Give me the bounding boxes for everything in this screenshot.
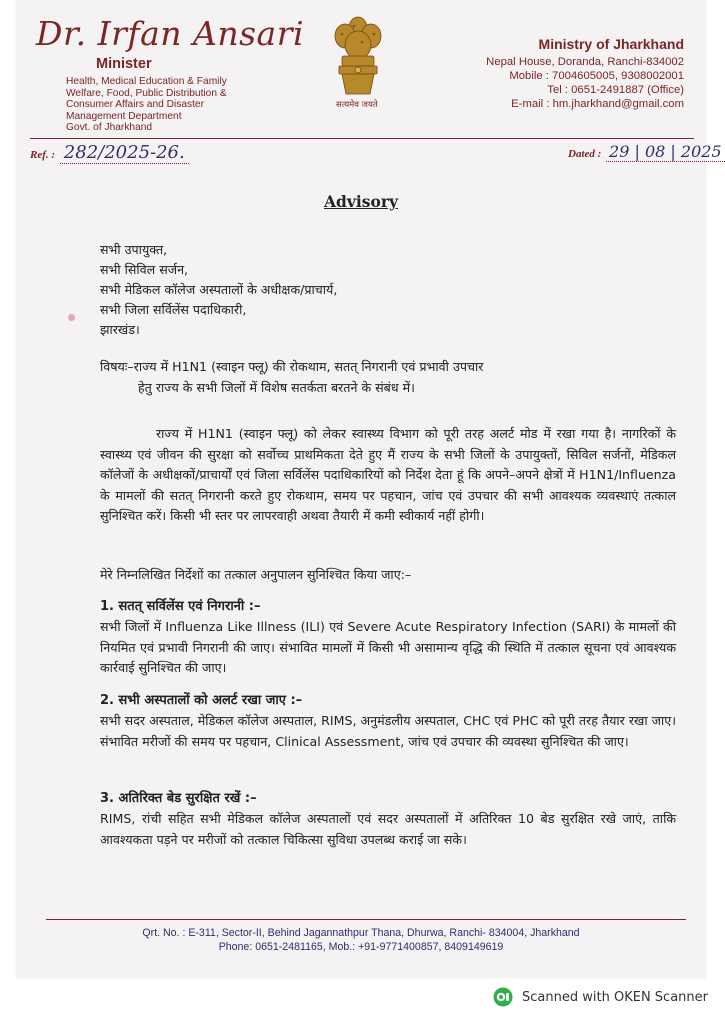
department-line: Health, Medical Education & Family [66, 76, 227, 87]
section-heading: 3. अतिरिक्त बेड सुरक्षित रखें :– [100, 791, 257, 806]
addressee-line: सभी सिविल सर्जन, [100, 262, 189, 277]
reference-field [30, 142, 189, 163]
department-line: Welfare, Food, Public Distribution & [66, 87, 227, 99]
footer-block [16, 926, 706, 954]
addressee-line: झारखंड। [100, 322, 140, 337]
subject-line: हेतु राज्य के सभी जिलों में विशेष सतर्कता बरतने के संबंध में। [138, 380, 415, 395]
oken-scanner-icon [492, 986, 514, 1008]
ministry-email: E-mail : hm.jharkhand@gmail.com [511, 98, 684, 110]
department-line: Govt. of Jharkhand [66, 122, 153, 134]
section-heading: 1. सतत् सर्विलेंस एवं निगरानी :– [100, 599, 261, 614]
addressee-list [100, 240, 337, 340]
stray-mark [68, 314, 75, 321]
section-heading: 2. सभी अस्पतालों को अलर्ट रखा जाए :– [100, 693, 303, 708]
reference-label: Ref. : [30, 149, 56, 161]
minister-title: Minister [96, 56, 152, 72]
addressee-line: सभी जिला सर्विलेंस पदाधिकारी, [100, 302, 247, 317]
header-divider [30, 138, 694, 139]
ministry-contact-block [486, 36, 684, 111]
directives-intro: मेरे निम्नलिखित निर्देशों का तत्काल अनुपालन सुनिश्चित किया जाए:– [100, 567, 412, 582]
letter-page [16, 0, 722, 978]
date-field [568, 142, 725, 161]
subject-block [100, 356, 680, 398]
ministry-address: Nepal House, Doranda, Ranchi-834002 [486, 56, 684, 68]
document-title: Advisory [324, 192, 398, 211]
footer-divider [46, 919, 686, 920]
scanner-watermark [492, 986, 708, 1008]
ministry-name: Ministry of Jharkhand [538, 36, 684, 52]
department-line: Management Department [66, 110, 182, 122]
section-body: RIMS, रांची सहित सभी मेडिकल कॉलेज अस्पतालों एवं सदर अस्पतालों में अतिरिक्त 10 बेड सुरक्षित रखे जाएं, ताकि आवश्यकता पड़ने पर मरीजों को तत्काल चिकित्सा सुविधा उपलब्ध कराई जा सके। [100, 811, 676, 847]
footer-address: Qrt. No. : E-311, Sector-II, Behind Jagannathpur Thana, Dhurwa, Ranchi- 834004, Jharkhand [142, 927, 580, 939]
addressee-line: सभी उपायुक्त, [100, 242, 168, 257]
footer-phone: Phone: 0651-2481165, Mob.: +91-9771400857, 8409149619 [218, 941, 504, 953]
reference-number: 282/2025-26. [60, 142, 189, 164]
scanner-watermark-text: Scanned with OKEN Scanner [522, 989, 708, 1005]
subject-line: विषयः–राज्य में H1N1 (स्वाइन फ्लू) की रोकथाम, सतत् निगरानी एवं प्रभावी उपचार [100, 359, 484, 374]
minister-signature-name: Dr. Irfan Ansari [36, 14, 305, 53]
section-body: सभी जिलों में Influenza Like Illness (ILI) एवं Severe Acute Respiratory Infection (SARI) के मामलों की नियमित एवं प्रभावी निगरानी की जाए। संभावित मामलों में किसी भी असामान्य वृद्धि की स्थिति में तत्काल सूचना एवं आवश्यक कार्रवाई सुनिश्चित की जाए। [100, 619, 676, 675]
date-label: Dated : [568, 148, 602, 160]
department-line: Consumer Affairs and Disaster [66, 99, 204, 111]
ashoka-emblem-icon [328, 12, 388, 112]
body-paragraph: राज्य में H1N1 (स्वाइन फ्लू) को लेकर स्वास्थ्य विभाग को पूरी तरह अलर्ट मोड में रखा गया है। नागरिकों के स्वास्थ्य एवं जीवन की सुरक्षा को सर्वोच्च प्राथमिकता देते हुए मैं राज्य के सभी जिलों के उपायुक्तों, सिविल सर्जनों, मेडिकल कॉलेजों के अधीक्षकों/प्राचार्यों एवं जिला सर्विलेंस पदाधिकारियों को निर्देश देता हूं कि अपने–अपने क्षेत्रों में H1N1/Influenza के मामलों की सतत् निगरानी करते हुए रोकथाम, समय पर पहचान, जांच एवं उपचार की सभी आवश्यक व्यवस्थाएं तत्काल सुनिश्चित करें। किसी भी स्तर पर लापरवाही अथवा तैयारी में कमी स्वीकार्य नहीं होगी। [100, 426, 676, 523]
section-body: सभी सदर अस्पताल, मेडिकल कॉलेज अस्पताल, RIMS, अनुमंडलीय अस्पताल, CHC एवं PHC को पूरी तरह तैयार रखा जाए। संभावित मरीजों की समय पर पहचान, Clinical Assessment, जांच एवं उपचार की व्यवस्था सुनिश्चित की जाए। [100, 713, 676, 749]
addressee-line: सभी मेडिकल कॉलेज अस्पतालों के अधीक्षक/प्राचार्य, [100, 282, 338, 297]
ministry-mobile: Mobile : 7004605005, 9308002001 [509, 70, 684, 82]
emblem-motto: सत्यमेव जयते [336, 100, 378, 110]
date-value: 29 | 08 | 2025 [606, 142, 725, 162]
ministry-tel: Tel : 0651-2491887 (Office) [547, 84, 684, 96]
department-block [66, 76, 306, 134]
